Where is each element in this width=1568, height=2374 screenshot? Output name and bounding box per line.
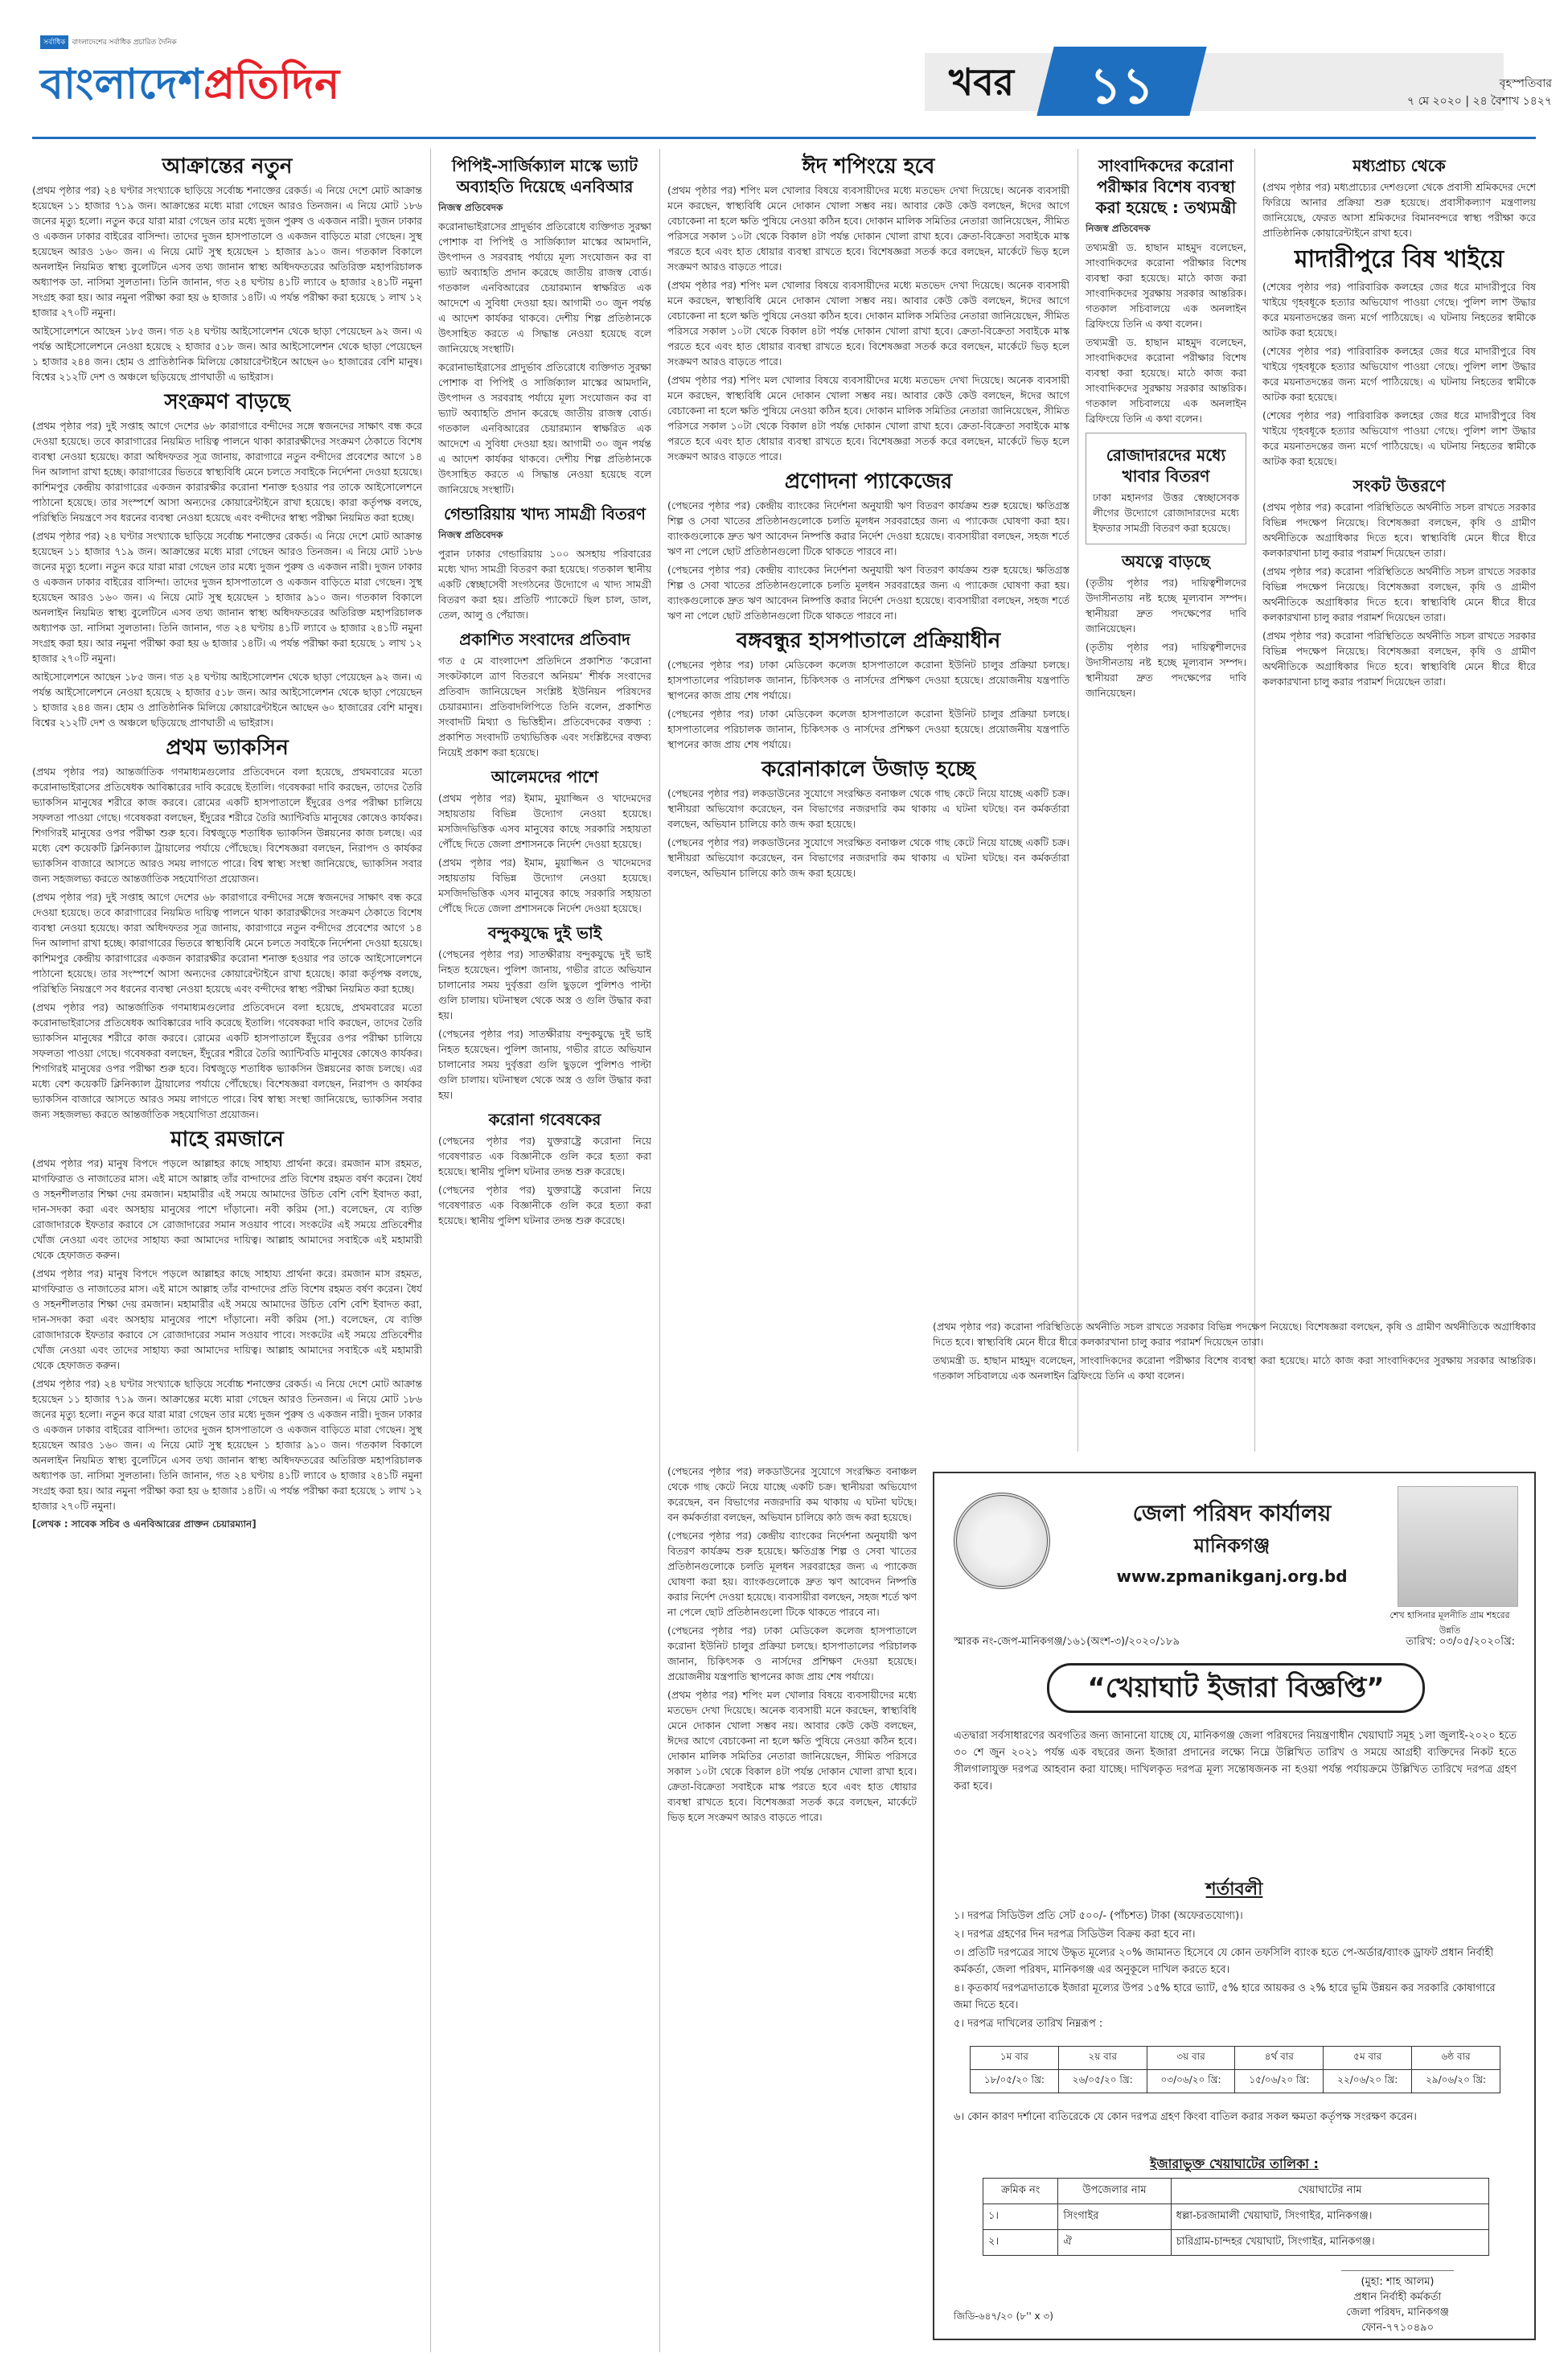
- ad-date: তারিখ: ০৩/০৫/২০২০খ্রি:: [1406, 1636, 1515, 1648]
- article-text: (প্রথম পৃষ্ঠার পর) করোনা পরিস্থিতিতে অর্থনীতি সচল রাখতে সরকার বিভিন্ন পদক্ষেপ নিয়েছে। বিশেষজ্ঞরা বলছেন, কৃষি ও গ্রামীণ অর্থনীতিকে অগ্রাধিকার দিতে হবে। স্বাস্থ্যবিধি মেনে ধীরে ধীরে কলকারখানা চালু করার পরামর্শ দিয়েছেন তারা।: [933, 1320, 1536, 1348]
- signatory-org: জেলা পরিষদ, মানিকগঞ্জ: [1346, 2306, 1449, 2319]
- schedule-date: ০৩/০৬/২০ খ্রি:: [1147, 2070, 1235, 2093]
- schedule-date: ২৯/০৬/২০ খ্রি:: [1412, 2070, 1500, 2093]
- headline[interactable]: গেন্ডারিয়ায় খাদ্য সামগ্রী বিতরণ: [444, 504, 646, 524]
- tender-advertisement: [933, 1472, 1536, 2340]
- ad-memo-number: স্মারক নং-জেপ-মানিকগঞ্জ/১৬১(অংশ-৩)/২০২০/১৮৯: [954, 1636, 1180, 1648]
- article-text: (প্রথম পৃষ্ঠার পর) শপিং মল খোলার বিষয়ে ব্যবসায়ীদের মধ্যে মতভেদ দেখা দিয়েছে। অনেক ব্যবসায়ী মনে করছেন, স্বাস্থ্যবিধি মেনে দোকান খোলা সম্ভব নয়। আবার কেউ কেউ বলছেন, ঈদের আগে বেচাকেনা না হলে ক্ষতি পুষিয়ে নেওয়া কঠিন হবে। দোকান মালিক সমিতির নেতারা জানিয়েছেন, সীমিত পরিসরে সকাল ১০টা থেকে বিকাল ৪টা পর্যন্ত দোকান খোলা রাখা হবে। ক্রেতা-বিক্রেতা সবাইকে মাস্ক পরতে হবে এবং হাত ধোয়ার ব্যবস্থা রাখতে হবে। বিশেষজ্ঞরা সতর্ক করে বলছেন, মার্কেটে ভিড় হলে সংক্রমণ আরও বাড়তে পারে।: [667, 279, 1069, 368]
- article-text: (প্রথম পৃষ্ঠার পর) ইমাম, মুয়াজ্জিন ও খাদেমদের সহায়তায় বিভিন্ন উদ্যোগ নেওয়া হয়েছে। মসজিদভিত্তিক এসব মানুষের কাছে সরকারি সহায়তা পৌঁছে দিতে জেলা প্রশাসনকে নির্দেশ দেওয়া হয়েছে।: [438, 856, 651, 914]
- column-3: [667, 149, 1069, 1452]
- article-text: (প্রথম পৃষ্ঠার পর) মানুষ বিপদে পড়লে আল্লাহর কাছে সাহায্য প্রার্থনা করে। রমজান মাস রহমত, মাগফিরাত ও নাজাতের মাস। এই মাসে আল্লাহ তাঁর বান্দাদের প্রতি বিশেষ রহমত বর্ষণ করেন। ধৈর্য ও সহনশীলতার শিক্ষা দেয় রমজান। মহামারীর এই সময়ে আমাদের উচিত বেশি বেশি ইবাদত করা, দান-সদকা করা এবং অসহায় মানুষের পাশে দাঁড়ানো। নবী করিম (সা.) বলেছেন, যে ব্যক্তি রোজাদারকে ইফতার করাবে সে রোজাদারের সমান সওয়াব পাবে। সংকটের এই সময়ে প্রতিবেশীর খোঁজ নেওয়া এবং তাদের সাহায্য করা আমাদের দায়িত্ব। আল্লাহ আমাদের সবাইকে এই মহামারী থেকে হেফাজত করুন।: [32, 1157, 422, 1261]
- headline[interactable]: মাহে রমজানে: [170, 1127, 284, 1152]
- logo-name-red: প্রতিদিন: [203, 60, 341, 109]
- schedule-header: ৫ম বার: [1324, 2047, 1412, 2070]
- schedule-header: ৩য় বার: [1147, 2047, 1235, 2070]
- headline[interactable]: প্রথম ভ্যাকসিন: [166, 736, 289, 760]
- article-text: (প্রথম পৃষ্ঠার পর) শপিং মল খোলার বিষয়ে ব্যবসায়ীদের মধ্যে মতভেদ দেখা দিয়েছে। অনেক ব্যবসায়ী মনে করছেন, স্বাস্থ্যবিধি মেনে দোকান খোলা সম্ভব নয়। আবার কেউ কেউ বলছেন, ঈদের আগে বেচাকেনা না হলে ক্ষতি পুষিয়ে নেওয়া কঠিন হবে। দোকান মালিক সমিতির নেতারা জানিয়েছেন, সীমিত পরিসরে সকাল ১০টা থেকে বিকাল ৪টা পর্যন্ত দোকান খোলা রাখা হবে। ক্রেতা-বিক্রেতা সবাইকে মাস্ক পরতে হবে এবং হাত ধোয়ার ব্যবস্থা রাখতে হবে। বিশেষজ্ঞরা সতর্ক করে বলছেন, মার্কেটে ভিড় হলে সংক্রমণ আরও বাড়তে পারে।: [667, 184, 1069, 273]
- article-text: (পেছনের পৃষ্ঠার পর) লকডাউনের সুযোগে সংরক্ষিত বনাঞ্চল থেকে গাছ কেটে নিয়ে যাচ্ছে একটি চক্র। স্থানীয়রা অভিযোগ করেছেন, বন বিভাগের নজরদারি কম থাকায় এ ঘটনা ঘটছে। বন কর্মকর্তারা বলছেন, অভিযান চালিয়ে কাঠ জব্দ করা হয়েছে।: [667, 836, 1069, 879]
- boxed-story: [1086, 433, 1246, 544]
- column-4: [1086, 149, 1246, 1452]
- article-text: (পেছনের পৃষ্ঠার পর) ঢাকা মেডিকেল কলেজ হাসপাতালে করোনা ইউনিট চালুর প্রক্রিয়া চলছে। হাসপাতালের পরিচালক জানান, চিকিৎসক ও নার্সদের প্রশিক্ষণ দেওয়া হয়েছে। প্রয়োজনীয় যন্ত্রপাতি স্থাপনের কাজ প্রায় শেষ পর্যায়ে।: [667, 659, 1069, 701]
- article-text: তথ্যমন্ত্রী ড. হাছান মাহমুদ বলেছেন, সাংবাদিকদের করোনা পরীক্ষার বিশেষ ব্যবস্থা করা হয়েছে। মাঠে কাজ করা সাংবাদিকদের সুরক্ষায় সরকার আন্তরিক। গতকাল সচিবালয়ে এক অনলাইন ব্রিফিংয়ে তিনি এ কথা বলেন।: [1086, 241, 1246, 330]
- schedule-header-row: [971, 2047, 1500, 2070]
- ad-note: ৬। কোন কারণ দর্শানো ব্যতিরেকে যে কোন দরপত্র গ্রহণ কিংবা বাতিল করার সকল ক্ষমতা কর্তৃপক্ষ সংরক্ষণ করেন।: [954, 2111, 1417, 2123]
- newspaper-logo[interactable]: [40, 24, 346, 113]
- headline[interactable]: বন্দুকযুদ্ধে দুই ভাই: [487, 923, 602, 943]
- ad-website-link[interactable]: www.zpmanikganj.org.bd: [1116, 1567, 1348, 1586]
- section-title: খবর: [949, 60, 1015, 104]
- portrait-image: [1398, 1486, 1518, 1607]
- article-text: (তৃতীয় পৃষ্ঠার পর) দায়িত্বশীলদের উদাসীনতায় নষ্ট হচ্ছে মূল্যবান সম্পদ। স্থানীয়রা দ্রুত পদক্ষেপের দাবি জানিয়েছেন।: [1086, 577, 1246, 635]
- headline[interactable]: রোজাদারদের মধ্যে খাবার বিতরণ: [1106, 446, 1226, 486]
- ghat-table: [983, 2178, 1489, 2256]
- headline[interactable]: পিপিই-সার্জিক্যাল মাস্কে ভ্যাট অব্যাহতি দিয়েছে এনবিআর: [451, 156, 638, 196]
- article-text: আইসোলেশনে আছেন ১৮৫ জন। গত ২৪ ঘণ্টায় আইসোলেশন থেকে ছাড়া পেয়েছেন ৯২ জন। এ পর্যন্ত আইসোলেশনে নেওয়া হয়েছে ২ হাজার ৫১৮ জন। আর আইসোলেশন থেকে ছাড়া পেয়েছেন ১ হাজার ২৪৪ জন। হোম ও প্রাতিষ্ঠানিক মিলিয়ে কোয়ারেন্টাইনে আছেন ৬০ হাজারের বেশি মানুষ। বিশ্বের ২১২টি দেশ ও অঞ্চলে ছড়িয়েছে প্রাণঘাতী এ ভাইরাস।: [32, 325, 422, 383]
- article-text: (পেছনের পৃষ্ঠার পর) যুক্তরাষ্ট্রে করোনা নিয়ে গবেষণারত এক বিজ্ঞানীকে গুলি করে হত্যা করা হয়েছে। স্থানীয় পুলিশ ঘটনার তদন্ত শুরু করেছে।: [438, 1184, 651, 1226]
- ghat-upazila: ঐ: [1058, 2230, 1171, 2256]
- article-text: (প্রথম পৃষ্ঠার পর) মধ্যপ্রাচ্যের দেশগুলো থেকে প্রবাসী শ্রমিকদের দেশে ফিরিয়ে আনার প্রক্রিয়া শুরু হয়েছে। প্রবাসীকল্যাণ মন্ত্রণালয় জানিয়েছে, ফেরত আসা শ্রমিকদের বিমানবন্দরে স্বাস্থ্য পরীক্ষা করে প্রাতিষ্ঠানিক কোয়ারেন্টাইনে রাখা হবে।: [1262, 181, 1536, 239]
- headline[interactable]: প্রণোদনা প্যাকেজের: [784, 470, 953, 494]
- district-council-seal: [954, 1493, 1050, 1589]
- article-text: পুরান ঢাকার গেন্ডারিয়ায় ১০০ অসহায় পরিবারের মধ্যে খাদ্য সামগ্রী বিতরণ করা হয়েছে। গতকাল স্থানীয় একটি স্বেচ্ছাসেবী সংগঠনের উদ্যোগে এ খাদ্য সামগ্রী বিতরণ করা হয়। প্রতিটি প্যাকেটে ছিল চাল, ডাল, তেল, আলু ও পেঁয়াজ।: [438, 548, 651, 621]
- column-divider: [1254, 149, 1255, 1452]
- article-text: আইসোলেশনে আছেন ১৮৫ জন। গত ২৪ ঘণ্টায় আইসোলেশন থেকে ছাড়া পেয়েছেন ৯২ জন। এ পর্যন্ত আইসোলেশনে নেওয়া হয়েছে ২ হাজার ৫১৮ জন। আর আইসোলেশন থেকে ছাড়া পেয়েছেন ১ হাজার ২৪৪ জন। হোম ও প্রাতিষ্ঠানিক মিলিয়ে কোয়ারেন্টাইনে আছেন ৬০ হাজারের বেশি মানুষ। বিশ্বের ২১২টি দেশ ও অঞ্চলে ছড়িয়েছে প্রাণঘাতী এ ভাইরাস।: [32, 671, 422, 729]
- headline[interactable]: ঈদ শপিংয়ে হবে: [802, 154, 935, 179]
- article-text: (পেছনের পৃষ্ঠার পর) ঢাকা মেডিকেল কলেজ হাসপাতালে করোনা ইউনিট চালুর প্রক্রিয়া চলছে। হাসপাতালের পরিচালক জানান, চিকিৎসক ও নার্সদের প্রশিক্ষণ দেওয়া হয়েছে। প্রয়োজনীয় যন্ত্রপাতি স্থাপনের কাজ প্রায় শেষ পর্যায়ে।: [667, 708, 1069, 750]
- schedule-date-row: [971, 2070, 1500, 2093]
- article-text: ঢাকা মহানগর উত্তর স্বেচ্ছাসেবক লীগের উদ্যোগে রোজাদারদের মধ্যে ইফতার সামগ্রী বিতরণ করা হয়েছে।: [1093, 491, 1239, 534]
- headline[interactable]: প্রকাশিত সংবাদের প্রতিবাদ: [459, 630, 630, 649]
- article-text: করোনাভাইরাসের প্রাদুর্ভাব প্রতিরোধে ব্যক্তিগত সুরক্ষা পোশাক বা পিপিই ও সার্জিক্যাল মাস্কের আমদানি, উৎপাদন ও সরবরাহ পর্যায়ে মূল্য সংযোজন কর বা ভ্যাট অব্যাহতি প্রদান করেছে জাতীয় রাজস্ব বোর্ড। গতকাল এনবিআরের চেয়ারম্যান স্বাক্ষরিত এক আদেশে এ সুবিধা দেওয়া হয়। আগামী ৩০ জুন পর্যন্ত এ আদেশ কার্যকর থাকবে। দেশীয় শিল্প প্রতিষ্ঠানকে উৎসাহিত করতে এ সিদ্ধান্ত নেওয়া হয়েছে বলে জানিয়েছে সংস্থাটি।: [438, 220, 651, 355]
- article-text: (প্রথম পৃষ্ঠার পর) করোনা পরিস্থিতিতে অর্থনীতি সচল রাখতে সরকার বিভিন্ন পদক্ষেপ নিয়েছে। বিশেষজ্ঞরা বলছেন, কৃষি ও গ্রামীণ অর্থনীতিকে অগ্রাধিকার দিতে হবে। স্বাস্থ্যবিধি মেনে ধীরে ধীরে কলকারখানা চালু করার পরামর্শ দিয়েছেন তারা।: [1262, 565, 1536, 623]
- column-strip: [933, 1319, 1536, 1464]
- schedule-header: ১ম বার: [971, 2047, 1059, 2070]
- term-item: ৫। দরপত্র দাখিলের তারিখ নিম্নরূপ :: [954, 2018, 1103, 2030]
- terms-title: শর্তাবলী: [1205, 1879, 1263, 1900]
- signatory-phone: ফোন-৭৭১০৪৯০: [1361, 2322, 1435, 2334]
- article-text: তথ্যমন্ত্রী ড. হাছান মাহমুদ বলেছেন, সাংবাদিকদের করোনা পরীক্ষার বিশেষ ব্যবস্থা করা হয়েছে। মাঠে কাজ করা সাংবাদিকদের সুরক্ষায় সরকার আন্তরিক। গতকাল সচিবালয়ে এক অনলাইন ব্রিফিংয়ে তিনি এ কথা বলেন।: [1086, 336, 1246, 425]
- headline[interactable]: করোনাকালে উজাড় হচ্ছে: [761, 758, 975, 782]
- article-text: (শেষের পৃষ্ঠার পর) পারিবারিক কলহের জের ধরে মাদারীপুরে বিষ খাইয়ে গৃহবধূকে হত্যার অভিযোগ পাওয়া গেছে। পুলিশ লাশ উদ্ধার করে ময়নাতদন্তের জন্য মর্গে পাঠিয়েছে। এ ঘটনায় নিহতের স্বামীকে আটক করা হয়েছে।: [1262, 281, 1536, 339]
- article-text: (পেছনের পৃষ্ঠার পর) কেন্দ্রীয় ব্যাংকের নির্দেশনা অনুযায়ী ঋণ বিতরণ কার্যক্রম শুরু হয়েছে। ক্ষতিগ্রস্ত শিল্প ও সেবা খাতের প্রতিষ্ঠানগুলোকে চলতি মূলধন সরবরাহের জন্য এ প্যাকেজ ঘোষণা করা হয়। ব্যাংকগুলোকে দ্রুত ঋণ আবেদন নিষ্পত্তি করার নির্দেশ দেওয়া হয়েছে। ব্যবসায়ীরা বলছেন, সহজ শর্তে ঋণ না পেলে ছোট প্রতিষ্ঠানগুলো টিকে থাকতে পারবে না।: [667, 564, 1069, 622]
- headline[interactable]: করোনা গবেষকের: [488, 1110, 601, 1129]
- page-number: ১১: [1089, 56, 1155, 115]
- masthead-rule: [32, 137, 1536, 139]
- table-row: [983, 2204, 1489, 2230]
- headline[interactable]: মধ্যপ্রাচ্য থেকে: [1353, 156, 1446, 175]
- article-text: (প্রথম পৃষ্ঠার পর) শপিং মল খোলার বিষয়ে ব্যবসায়ীদের মধ্যে মতভেদ দেখা দিয়েছে। অনেক ব্যবসায়ী মনে করছেন, স্বাস্থ্যবিধি মেনে দোকান খোলা সম্ভব নয়। আবার কেউ কেউ বলছেন, ঈদের আগে বেচাকেনা না হলে ক্ষতি পুষিয়ে নেওয়া কঠিন হবে। দোকান মালিক সমিতির নেতারা জানিয়েছেন, সীমিত পরিসরে সকাল ১০টা থেকে বিকাল ৪টা পর্যন্ত দোকান খোলা রাখা হবে। ক্রেতা-বিক্রেতা সবাইকে মাস্ক পরতে হবে এবং হাত ধোয়ার ব্যবস্থা রাখতে হবে। বিশেষজ্ঞরা সতর্ক করে বলছেন, মার্কেটে ভিড় হলে সংক্রমণ আরও বাড়তে পারে।: [667, 1689, 917, 1823]
- article-text: (পেছনের পৃষ্ঠার পর) যুক্তরাষ্ট্রে করোনা নিয়ে গবেষণারত এক বিজ্ঞানীকে গুলি করে হত্যা করা হয়েছে। স্থানীয় পুলিশ ঘটনার তদন্ত শুরু করেছে।: [438, 1135, 651, 1177]
- ad-code: জিডি-৬৪৭/২০ (৮'' x ৩): [954, 2310, 1053, 2322]
- signatory-name: (মুহা: শাহ আলম): [1361, 2276, 1435, 2288]
- ghat-no: ১।: [983, 2204, 1058, 2230]
- ad-office-name: জেলা পরিষদ কার্যালয়: [1132, 1500, 1332, 1526]
- byline: নিজস্ব প্রতিবেদক: [438, 529, 503, 540]
- article-text: (পেছনের পৃষ্ঠার পর) ঢাকা মেডিকেল কলেজ হাসপাতালে করোনা ইউনিট চালুর প্রক্রিয়া চলছে। হাসপাতালের পরিচালক জানান, চিকিৎসক ও নার্সদের প্রশিক্ষণ দেওয়া হয়েছে। প্রয়োজনীয় যন্ত্রপাতি স্থাপনের কাজ প্রায় শেষ পর্যায়ে।: [667, 1624, 917, 1682]
- article-text: (প্রথম পৃষ্ঠার পর) ২৪ ঘণ্টার সংখ্যাকে ছাড়িয়ে সর্বোচ্চ শনাক্তের রেকর্ড। এ নিয়ে দেশে মোট আক্রান্ত হয়েছেন ১১ হাজার ৭১৯ জন। আক্রান্তের মধ্যে মারা গেছেন আরও তিনজন। এ নিয়ে মোট ১৮৬ জনের মৃত্যু হলো। নতুন করে যারা মারা গেছেন তার মধ্যে দুজন পুরুষ ও একজন নারী। দুজন ঢাকার ও একজন ঢাকার বাইরের বাসিন্দা। তাদের দুজন হাসপাতালে ও একজন বাড়িতে মারা গেছেন। সুস্থ হয়েছেন আরও ১৬০ জন। এ নিয়ে মোট সুস্থ হয়েছেন ১ হাজার ৯১০ জন। গতকাল বিকালে অনলাইন নিয়মিত স্বাস্থ্য বুলেটিনে এসব তথ্য জানান স্বাস্থ্য অধিদফতরের অতিরিক্ত মহাপরিচালক অধ্যাপক ডা. নাসিমা সুলতানা। তিনি জানান, গত ২৪ ঘণ্টায় ৪১টি ল্যাবে ৬ হাজার ২৪১টি নমুনা সংগ্রহ করা হয়। আর নমুনা পরীক্ষা করা হয় ৬ হাজার ১৪টি। এ পর্যন্ত পরীক্ষা করা হয়েছে ১ লাখ ১২ হাজার ২৭০টি নমুনা।: [32, 530, 422, 664]
- issue-date: ৭ মে ২০২০ | ২৪ বৈশাখ ১৪২৭: [1407, 95, 1552, 108]
- article-text: (পেছনের পৃষ্ঠার পর) লকডাউনের সুযোগে সংরক্ষিত বনাঞ্চল থেকে গাছ কেটে নিয়ে যাচ্ছে একটি চক্র। স্থানীয়রা অভিযোগ করেছেন, বন বিভাগের নজরদারি কম থাকায় এ ঘটনা ঘটছে। বন কর্মকর্তারা বলছেন, অভিযান চালিয়ে কাঠ জব্দ করা হয়েছে।: [667, 1465, 917, 1523]
- article-text: (পেছনের পৃষ্ঠার পর) কেন্দ্রীয় ব্যাংকের নির্দেশনা অনুযায়ী ঋণ বিতরণ কার্যক্রম শুরু হয়েছে। ক্ষতিগ্রস্ত শিল্প ও সেবা খাতের প্রতিষ্ঠানগুলোকে চলতি মূলধন সরবরাহের জন্য এ প্যাকেজ ঘোষণা করা হয়। ব্যাংকগুলোকে দ্রুত ঋণ আবেদন নিষ্পত্তি করার নির্দেশ দেওয়া হয়েছে। ব্যবসায়ীরা বলছেন, সহজ শর্তে ঋণ না পেলে ছোট প্রতিষ্ঠানগুলো টিকে থাকতে পারবে না।: [667, 499, 1069, 557]
- schedule-header: ৬ষ্ঠ বার: [1412, 2047, 1500, 2070]
- article-text: (শেষের পৃষ্ঠার পর) পারিবারিক কলহের জের ধরে মাদারীপুরে বিষ খাইয়ে গৃহবধূকে হত্যার অভিযোগ পাওয়া গেছে। পুলিশ লাশ উদ্ধার করে ময়নাতদন্তের জন্য মর্গে পাঠিয়েছে। এ ঘটনায় নিহতের স্বামীকে আটক করা হয়েছে।: [1262, 409, 1536, 467]
- ghat-list-title: ইজারাভুক্ত খেয়াঘাটের তালিকা :: [1150, 2156, 1319, 2171]
- schedule-date: ১৫/০৬/২০ খ্রি:: [1235, 2070, 1324, 2093]
- schedule-table: [970, 2046, 1500, 2093]
- ghat-header-row: [983, 2179, 1489, 2204]
- headline[interactable]: বঙ্গবন্ধুর হাসপাতালে প্রক্রিয়াধীন: [736, 629, 1001, 653]
- article-text: (প্রথম পৃষ্ঠার পর) মানুষ বিপদে পড়লে আল্লাহর কাছে সাহায্য প্রার্থনা করে। রমজান মাস রহমত, মাগফিরাত ও নাজাতের মাস। এই মাসে আল্লাহ তাঁর বান্দাদের প্রতি বিশেষ রহমত বর্ষণ করেন। ধৈর্য ও সহনশীলতার শিক্ষা দেয় রমজান। মহামারীর এই সময়ে আমাদের উচিত বেশি বেশি ইবাদত করা, দান-সদকা করা এবং অসহায় মানুষের পাশে দাঁড়ানো। নবী করিম (সা.) বলেছেন, যে ব্যক্তি রোজাদারকে ইফতার করাবে সে রোজাদারের সমান সওয়াব পাবে। সংকটের এই সময়ে প্রতিবেশীর খোঁজ নেওয়া এবং তাদের সাহায্য করা আমাদের দায়িত্ব। আল্লাহ আমাদের সবাইকে এই মহামারী থেকে হেফাজত করুন।: [32, 1267, 422, 1371]
- article-text: (প্রথম পৃষ্ঠার পর) ইমাম, মুয়াজ্জিন ও খাদেমদের সহায়তায় বিভিন্ন উদ্যোগ নেওয়া হয়েছে। মসজিদভিত্তিক এসব মানুষের কাছে সরকারি সহায়তা পৌঁছে দিতে জেলা প্রশাসনকে নির্দেশ দেওয়া হয়েছে।: [438, 792, 651, 850]
- headline[interactable]: অযত্নে বাড়ছে: [1122, 552, 1210, 571]
- logo-name: [40, 51, 340, 121]
- byline: নিজস্ব প্রতিবেদক: [438, 202, 503, 213]
- article-text: (প্রথম পৃষ্ঠার পর) ২৪ ঘণ্টার সংখ্যাকে ছাড়িয়ে সর্বোচ্চ শনাক্তের রেকর্ড। এ নিয়ে দেশে মোট আক্রান্ত হয়েছেন ১১ হাজার ৭১৯ জন। আক্রান্তের মধ্যে মারা গেছেন আরও তিনজন। এ নিয়ে মোট ১৮৬ জনের মৃত্যু হলো। নতুন করে যারা মারা গেছেন তার মধ্যে দুজন পুরুষ ও একজন নারী। দুজন ঢাকার ও একজন ঢাকার বাইরের বাসিন্দা। তাদের দুজন হাসপাতালে ও একজন বাড়িতে মারা গেছেন। সুস্থ হয়েছেন আরও ১৬০ জন। এ নিয়ে মোট সুস্থ হয়েছেন ১ হাজার ৯১০ জন। গতকাল বিকালে অনলাইন নিয়মিত স্বাস্থ্য বুলেটিনে এসব তথ্য জানান স্বাস্থ্য অধিদফতরের অতিরিক্ত মহাপরিচালক অধ্যাপক ডা. নাসিমা সুলতানা। তিনি জানান, গত ২৪ ঘণ্টায় ৪১টি ল্যাবে ৬ হাজার ২৪১টি নমুনা সংগ্রহ করা হয়। আর নমুনা পরীক্ষা করা হয় ৬ হাজার ১৪টি। এ পর্যন্ত পরীক্ষা করা হয়েছে ১ লাখ ১২ হাজার ২৭০টি নমুনা।: [32, 184, 422, 318]
- ghat-header: খেয়াঘাটের নাম: [1171, 2179, 1488, 2204]
- column-1: [32, 149, 422, 2352]
- column-divider: [1077, 149, 1078, 1452]
- schedule-header: ৪র্থ বার: [1235, 2047, 1324, 2070]
- column-divider: [659, 149, 660, 2352]
- logo-tag-box: সর্বাধিক: [40, 35, 68, 49]
- article-text: (প্রথম পৃষ্ঠার পর) আন্তর্জাতিক গণমাধ্যমগুলোর প্রতিবেদনে বলা হয়েছে, প্রথমবারের মতো করোনাভাইরাসের প্রতিষেধক আবিষ্কারের দাবি করেছে ইতালি। গবেষকরা দাবি করছেন, তাদের তৈরি ভ্যাকসিন মানুষের শরীরে কাজ করবে। রোমের একটি হাসপাতালে ইঁদুরের ওপর পরীক্ষা চালিয়ে সফলতা পাওয়া গেছে। গবেষকরা বলছেন, ইঁদুরের শরীরে তৈরি অ্যান্টিবডি মানুষের কোষেও কার্যকর। শিগগিরই মানুষের ওপর পরীক্ষা শুরু হবে। বিশ্বজুড়ে শতাধিক ভ্যাকসিন উন্নয়নের কাজ চলছে। এর মধ্যে বেশ কয়েকটি ক্লিনিক্যাল ট্রায়ালের পর্যায়ে পৌঁছেছে। বিশেষজ্ঞরা বলছেন, নিরাপদ ও কার্যকর ভ্যাকসিন বাজারে আসতে আরও সময় লাগতে পারে। বিশ্ব স্বাস্থ্য সংস্থা জানিয়েছে, ভ্যাকসিন সবার জন্য সহজলভ্য করতে আন্তর্জাতিক সহযোগিতা প্রয়োজন।: [32, 1001, 422, 1120]
- author-note: [লেখক : সাবেক সচিব ও এনবিআরের প্রাক্তন চেয়ারম্যান]: [32, 1518, 257, 1530]
- article-text: (পেছনের পৃষ্ঠার পর) সাতক্ষীরায় বন্দুকযুদ্ধে দুই ভাই নিহত হয়েছেন। পুলিশ জানায়, গভীর রাতে অভিযান চালানোর সময় দুর্বৃত্তরা গুলি ছুড়লে পুলিশও পাল্টা গুলি চালায়। ঘটনাস্থল থেকে অস্ত্র ও গুলি উদ্ধার করা হয়।: [438, 1028, 651, 1101]
- schedule-date: ২৬/০৫/২০ খ্রি:: [1058, 2070, 1147, 2093]
- column-3-lower: [667, 1464, 917, 2352]
- article-text: (প্রথম পৃষ্ঠার পর) দুই সপ্তাহ আগে দেশের ৬৮ কারাগারে বন্দীদের সঙ্গে স্বজনদের সাক্ষাৎ বন্ধ করে দেওয়া হয়েছে। তবে কারাগারের নিয়মিত দায়িত্ব পালনে থাকা কারারক্ষীদের সংক্রমণ ঠেকাতে বিশেষ ব্যবস্থা নেওয়া হয়েছে। কারা অধিদফতর সূত্র জানায়, কারাগারে নতুন বন্দীদের প্রবেশের আগে ১৪ দিন আলাদা রাখা হচ্ছে। কারাগারের ভিতরে স্বাস্থ্যবিধি মেনে চলতে সবাইকে নির্দেশনা দেওয়া হয়েছে। কাশিমপুর কেন্দ্রীয় কারাগারের একজন কারারক্ষীর করোনা শনাক্ত হওয়ার পর তাকে আইসোলেশনে পাঠানো হয়েছে। তার সংস্পর্শে আসা অন্যদের কোয়ারেন্টাইনে রাখা হয়েছে। কারা কর্তৃপক্ষ বলছে, পরিস্থিতি নিয়ন্ত্রণে সব ধরনের ব্যবস্থা নেওয়া হয়েছে এবং বন্দীদের স্বাস্থ্য পরীক্ষা নিয়মিত করা হচ্ছে।: [32, 420, 422, 524]
- article-text: গত ৫ মে বাংলাদেশ প্রতিদিনে প্রকাশিত ‘করোনা সংকটকালে ত্রাণ বিতরণে অনিয়ম’ শীর্ষক সংবাদের প্রতিবাদ জানিয়েছেন সংশ্লিষ্ট ইউনিয়ন পরিষদের চেয়ারম্যান। প্রতিবাদলিপিতে তিনি বলেন, প্রকাশিত সংবাদটি মিথ্যা ও ভিত্তিহীন। প্রতিবেদকের বক্তব্য : প্রকাশিত সংবাদটি তথ্যভিত্তিক এবং সংশ্লিষ্টদের বক্তব্য নিয়েই প্রকাশ করা হয়েছে।: [438, 655, 651, 758]
- headline[interactable]: সংক্রমণ বাড়ছে: [164, 390, 290, 414]
- ghat-name: ধল্লা-চরজামালী খেয়াঘাট, সিংগাইর, মানিকগঞ্জ।: [1171, 2204, 1488, 2230]
- article-text: (তৃতীয় পৃষ্ঠার পর) দায়িত্বশীলদের উদাসীনতায় নষ্ট হচ্ছে মূল্যবান সম্পদ। স্থানীয়রা দ্রুত পদক্ষেপের দাবি জানিয়েছেন।: [1086, 641, 1246, 699]
- column-5: [1262, 149, 1536, 1452]
- article-text: (প্রথম পৃষ্ঠার পর) ২৪ ঘণ্টার সংখ্যাকে ছাড়িয়ে সর্বোচ্চ শনাক্তের রেকর্ড। এ নিয়ে দেশে মোট আক্রান্ত হয়েছেন ১১ হাজার ৭১৯ জন। আক্রান্তের মধ্যে মারা গেছেন আরও তিনজন। এ নিয়ে মোট ১৮৬ জনের মৃত্যু হলো। নতুন করে যারা মারা গেছেন তার মধ্যে দুজন পুরুষ ও একজন নারী। দুজন ঢাকার ও একজন ঢাকার বাইরের বাসিন্দা। তাদের দুজন হাসপাতালে ও একজন বাড়িতে মারা গেছেন। সুস্থ হয়েছেন আরও ১৬০ জন। এ নিয়ে মোট সুস্থ হয়েছেন ১ হাজার ৯১০ জন। গতকাল বিকালে অনলাইন নিয়মিত স্বাস্থ্য বুলেটিনে এসব তথ্য জানান স্বাস্থ্য অধিদফতরের অতিরিক্ত মহাপরিচালক অধ্যাপক ডা. নাসিমা সুলতানা। তিনি জানান, গত ২৪ ঘণ্টায় ৪১টি ল্যাবে ৬ হাজার ২৪১টি নমুনা সংগ্রহ করা হয়। আর নমুনা পরীক্ষা করা হয় ৬ হাজার ১৪টি। এ পর্যন্ত পরীক্ষা করা হয়েছে ১ লাখ ১২ হাজার ২৭০টি নমুনা।: [32, 1378, 422, 1512]
- schedule-header: ২য় বার: [1058, 2047, 1147, 2070]
- signatory-title: প্রধান নির্বাহী কর্মকর্তা: [1353, 2291, 1442, 2303]
- ghat-no: ২।: [983, 2230, 1058, 2256]
- logo-name-blue: বাংলাদেশ: [40, 60, 204, 109]
- article-text: (প্রথম পৃষ্ঠার পর) করোনা পরিস্থিতিতে অর্থনীতি সচল রাখতে সরকার বিভিন্ন পদক্ষেপ নিয়েছে। বিশেষজ্ঞরা বলছেন, কৃষি ও গ্রামীণ অর্থনীতিকে অগ্রাধিকার দিতে হবে। স্বাস্থ্যবিধি মেনে ধীরে ধীরে কলকারখানা চালু করার পরামর্শ দিয়েছেন তারা।: [1262, 501, 1536, 559]
- column-2: [438, 149, 651, 2352]
- schedule-date: ২২/০৬/২০ খ্রি:: [1324, 2070, 1412, 2093]
- ghat-name: চারিগ্রাম-চান্দহর খেয়াঘাট, সিংগাইর, মানিকগঞ্জ।: [1171, 2230, 1488, 2256]
- ad-body-text: এতদ্বারা সর্বসাধারণের অবগতির জন্য জানানো যাচ্ছে যে, মানিকগঞ্জ জেলা পরিষদের নিয়ন্ত্রণাধীন খেয়াঘাট সমূহ ১লা জুলাই-২০২০ হতে ৩০ শে জুন ২০২১ পর্যন্ত এক বছরের জন্য ইজারা প্রদানের লক্ষ্যে নিম্নে উল্লিখিত তারিখ ও সময়ে আগ্রহী ব্যক্তিদের নিকট হতে সীলগালাযুক্ত দরপত্র আহবান করা যাচ্ছে। দাখিলকৃত দরপত্র মূল্য সন্তোষজনক না হওয়া পর্যন্ত পর্যায়ক্রমে উল্লিখিত তারিখে দরপত্র গ্রহণ করা হবে।: [954, 1730, 1517, 1793]
- logo-tagline: [40, 35, 177, 49]
- article-text: করোনাভাইরাসের প্রাদুর্ভাব প্রতিরোধে ব্যক্তিগত সুরক্ষা পোশাক বা পিপিই ও সার্জিক্যাল মাস্কের আমদানি, উৎপাদন ও সরবরাহ পর্যায়ে মূল্য সংযোজন কর বা ভ্যাট অব্যাহতি প্রদান করেছে জাতীয় রাজস্ব বোর্ড। গতকাল এনবিআরের চেয়ারম্যান স্বাক্ষরিত এক আদেশে এ সুবিধা দেওয়া হয়। আগামী ৩০ জুন পর্যন্ত এ আদেশ কার্যকর থাকবে। দেশীয় শিল্প প্রতিষ্ঠানকে উৎসাহিত করতে এ সিদ্ধান্ত নেওয়া হয়েছে বলে জানিয়েছে সংস্থাটি।: [438, 361, 651, 495]
- article-text: তথ্যমন্ত্রী ড. হাছান মাহমুদ বলেছেন, সাংবাদিকদের করোনা পরীক্ষার বিশেষ ব্যবস্থা করা হয়েছে। মাঠে কাজ করা সাংবাদিকদের সুরক্ষায় সরকার আন্তরিক। গতকাল সচিবালয়ে এক অনলাইন ব্রিফিংয়ে তিনি এ কথা বলেন।: [933, 1354, 1536, 1382]
- article-text: (পেছনের পৃষ্ঠার পর) লকডাউনের সুযোগে সংরক্ষিত বনাঞ্চল থেকে গাছ কেটে নিয়ে যাচ্ছে একটি চক্র। স্থানীয়রা অভিযোগ করেছেন, বন বিভাগের নজরদারি কম থাকায় এ ঘটনা ঘটছে। বন কর্মকর্তারা বলছেন, অভিযান চালিয়ে কাঠ জব্দ করা হয়েছে।: [667, 787, 1069, 830]
- signature-line: [1341, 2250, 1454, 2271]
- ghat-upazila: সিংগাইর: [1058, 2204, 1171, 2230]
- byline: নিজস্ব প্রতিবেদক: [1086, 223, 1151, 234]
- signature-block: [1309, 2250, 1486, 2335]
- term-item: ১। দরপত্র সিডিউল প্রতি সেট ৫০০/- (পাঁচশত) টাকা (অফেরতযোগ্য)।: [954, 1910, 1243, 1922]
- column-divider: [430, 149, 431, 2352]
- article-text: (প্রথম পৃষ্ঠার পর) দুই সপ্তাহ আগে দেশের ৬৮ কারাগারে বন্দীদের সঙ্গে স্বজনদের সাক্ষাৎ বন্ধ করে দেওয়া হয়েছে। তবে কারাগারের নিয়মিত দায়িত্ব পালনে থাকা কারারক্ষীদের সংক্রমণ ঠেকাতে বিশেষ ব্যবস্থা নেওয়া হয়েছে। কারা অধিদফতর সূত্র জানায়, কারাগারে নতুন বন্দীদের প্রবেশের আগে ১৪ দিন আলাদা রাখা হচ্ছে। কারাগারের ভিতরে স্বাস্থ্যবিধি মেনে চলতে সবাইকে নির্দেশনা দেওয়া হয়েছে। কাশিমপুর কেন্দ্রীয় কারাগারের একজন কারারক্ষীর করোনা শনাক্ত হওয়ার পর তাকে আইসোলেশনে পাঠানো হয়েছে। তার সংস্পর্শে আসা অন্যদের কোয়ারেন্টাইনে রাখা হয়েছে। কারা কর্তৃপক্ষ বলছে, পরিস্থিতি নিয়ন্ত্রণে সব ধরনের ব্যবস্থা নেওয়া হয়েছে এবং বন্দীদের স্বাস্থ্য পরীক্ষা নিয়মিত করা হচ্ছে।: [32, 891, 422, 995]
- ad-title: “খেয়াঘাট ইজারা বিজ্ঞপ্তি”: [1047, 1663, 1425, 1713]
- article-text: (শেষের পৃষ্ঠার পর) পারিবারিক কলহের জের ধরে মাদারীপুরে বিষ খাইয়ে গৃহবধূকে হত্যার অভিযোগ পাওয়া গেছে। পুলিশ লাশ উদ্ধার করে ময়নাতদন্তের জন্য মর্গে পাঠিয়েছে। এ ঘটনায় নিহতের স্বামীকে আটক করা হয়েছে।: [1262, 345, 1536, 403]
- headline[interactable]: সাংবাদিকদের করোনা পরীক্ষার বিশেষ ব্যবস্থা করা হয়েছে : তথ্যমন্ত্রী: [1095, 156, 1237, 217]
- ghat-header: ক্রমিক নং: [983, 2179, 1058, 2204]
- headline[interactable]: আলেমদের পাশে: [491, 767, 599, 787]
- headline[interactable]: আক্রান্তের নতুন: [162, 154, 293, 179]
- schedule-date: ১৮/০৫/২০ খ্রি:: [971, 2070, 1059, 2093]
- article-text: (পেছনের পৃষ্ঠার পর) কেন্দ্রীয় ব্যাংকের নির্দেশনা অনুযায়ী ঋণ বিতরণ কার্যক্রম শুরু হয়েছে। ক্ষতিগ্রস্ত শিল্প ও সেবা খাতের প্রতিষ্ঠানগুলোকে চলতি মূলধন সরবরাহের জন্য এ প্যাকেজ ঘোষণা করা হয়। ব্যাংকগুলোকে দ্রুত ঋণ আবেদন নিষ্পত্তি করার নির্দেশ দেওয়া হয়েছে। ব্যবসায়ীরা বলছেন, সহজ শর্তে ঋণ না পেলে ছোট প্রতিষ্ঠানগুলো টিকে থাকতে পারবে না।: [667, 1530, 917, 1618]
- ghat-header: উপজেলার নাম: [1058, 2179, 1171, 2204]
- terms-list: [954, 1908, 1517, 2034]
- headline[interactable]: মাদারীপুরে বিষ খাইয়ে: [1294, 245, 1504, 273]
- term-item: ২। দরপত্র গ্রহণের দিন দরপত্র সিডিউল বিক্রয় করা হবে না।: [954, 1928, 1196, 1941]
- ad-slogan: শেখ হাসিনার মূলনীতি গ্রাম শহরের উন্নতি: [1389, 1610, 1510, 1636]
- ad-district-name: মানিকগঞ্জ: [1193, 1534, 1270, 1557]
- issue-day: বৃহস্পতিবার: [1499, 77, 1552, 90]
- article-text: (প্রথম পৃষ্ঠার পর) শপিং মল খোলার বিষয়ে ব্যবসায়ীদের মধ্যে মতভেদ দেখা দিয়েছে। অনেক ব্যবসায়ী মনে করছেন, স্বাস্থ্যবিধি মেনে দোকান খোলা সম্ভব নয়। আবার কেউ কেউ বলছেন, ঈদের আগে বেচাকেনা না হলে ক্ষতি পুষিয়ে নেওয়া কঠিন হবে। দোকান মালিক সমিতির নেতারা জানিয়েছেন, সীমিত পরিসরে সকাল ১০টা থেকে বিকাল ৪টা পর্যন্ত দোকান খোলা রাখা হবে। ক্রেতা-বিক্রেতা সবাইকে মাস্ক পরতে হবে এবং হাত ধোয়ার ব্যবস্থা রাখতে হবে। বিশেষজ্ঞরা সতর্ক করে বলছেন, মার্কেটে ভিড় হলে সংক্রমণ আরও বাড়তে পারে।: [667, 374, 1069, 462]
- logo-tag-text: বাংলাদেশের সর্বাধিক প্রচারিত দৈনিক: [72, 39, 177, 47]
- term-item: ৪। কৃতকার্য দরপত্রদাতাকে ইজারা মূল্যের উপর ১৫% হারে ভ্যাট, ৫% হারে আয়কর ও ২% হারে ভূমি উন্নয়ন কর সরকারি কোষাগারে জমা দিতে হবে।: [954, 1982, 1496, 2011]
- headline[interactable]: সংকট উত্তরণে: [1353, 476, 1446, 495]
- article-text: (প্রথম পৃষ্ঠার পর) করোনা পরিস্থিতিতে অর্থনীতি সচল রাখতে সরকার বিভিন্ন পদক্ষেপ নিয়েছে। বিশেষজ্ঞরা বলছেন, কৃষি ও গ্রামীণ অর্থনীতিকে অগ্রাধিকার দিতে হবে। স্বাস্থ্যবিধি মেনে ধীরে ধীরে কলকারখানা চালু করার পরামর্শ দিয়েছেন তারা।: [1262, 630, 1536, 688]
- term-item: ৩। প্রতিটি দরপত্রের সাথে উদ্ধৃত মূল্যের ২০% জামানত হিসেবে যে কোন তফসিলি ব্যাংক হতে পে-অর্ডার/ব্যাংক ড্রাফট প্রধান নির্বাহী কর্মকর্তা, জেলা পরিষদ, মানিকগঞ্জ এর অনুকূলে দাখিল করতে হবে।: [954, 1947, 1494, 1976]
- article-text: (প্রথম পৃষ্ঠার পর) আন্তর্জাতিক গণমাধ্যমগুলোর প্রতিবেদনে বলা হয়েছে, প্রথমবারের মতো করোনাভাইরাসের প্রতিষেধক আবিষ্কারের দাবি করেছে ইতালি। গবেষকরা দাবি করছেন, তাদের তৈরি ভ্যাকসিন মানুষের শরীরে কাজ করবে। রোমের একটি হাসপাতালে ইঁদুরের ওপর পরীক্ষা চালিয়ে সফলতা পাওয়া গেছে। গবেষকরা বলছেন, ইঁদুরের শরীরে তৈরি অ্যান্টিবডি মানুষের কোষেও কার্যকর। শিগগিরই মানুষের ওপর পরীক্ষা শুরু হবে। বিশ্বজুড়ে শতাধিক ভ্যাকসিন উন্নয়নের কাজ চলছে। এর মধ্যে বেশ কয়েকটি ক্লিনিক্যাল ট্রায়ালের পর্যায়ে পৌঁছেছে। বিশেষজ্ঞরা বলছেন, নিরাপদ ও কার্যকর ভ্যাকসিন বাজারে আসতে আরও সময় লাগতে পারে। বিশ্ব স্বাস্থ্য সংস্থা জানিয়েছে, ভ্যাকসিন সবার জন্য সহজলভ্য করতে আন্তর্জাতিক সহযোগিতা প্রয়োজন।: [32, 766, 422, 885]
- article-text: (পেছনের পৃষ্ঠার পর) সাতক্ষীরায় বন্দুকযুদ্ধে দুই ভাই নিহত হয়েছেন। পুলিশ জানায়, গভীর রাতে অভিযান চালানোর সময় দুর্বৃত্তরা গুলি ছুড়লে পুলিশও পাল্টা গুলি চালায়। ঘটনাস্থল থেকে অস্ত্র ও গুলি উদ্ধার করা হয়।: [438, 948, 651, 1021]
